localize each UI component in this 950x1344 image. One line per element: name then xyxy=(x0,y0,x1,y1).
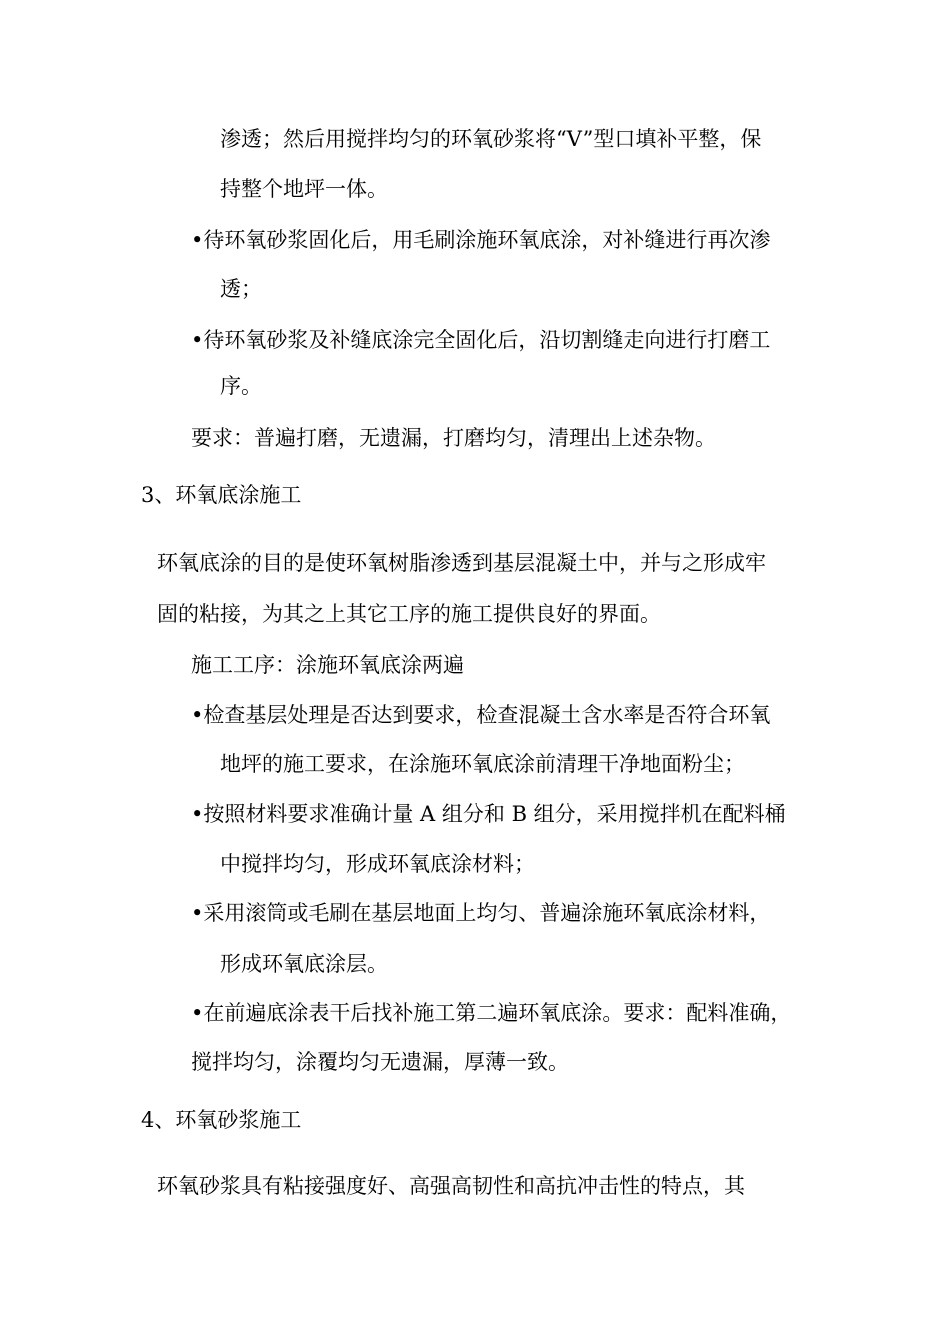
paragraph-line: 渗透；然后用搅拌均匀的环氧砂浆将“V”型口填补平整，保 xyxy=(220,127,762,151)
paragraph-line: 环氧砂浆具有粘接强度好、高强高韧性和高抗冲击性的特点，其 xyxy=(157,1174,745,1198)
section-heading: 3、环氧底涂施工 xyxy=(141,483,302,507)
bullet-item-line: •采用滚筒或毛刷在基层地面上均匀、普遍涂施环氧底涂材料， xyxy=(191,901,771,925)
bullet-item-line: •待环氧砂浆及补缝底涂完全固化后，沿切割缝走向进行打磨工 xyxy=(191,328,771,352)
requirement-line: 要求：普遍打磨，无遗漏，打磨均匀，清理出上述杂物。 xyxy=(191,426,716,450)
paragraph-line: 序。 xyxy=(220,374,262,398)
bullet-item-line: •检查基层处理是否达到要求，检查混凝土含水率是否符合环氧 xyxy=(191,703,771,727)
paragraph-line: 环氧底涂的目的是使环氧树脂渗透到基层混凝土中，并与之形成牢 xyxy=(157,551,766,575)
paragraph-line: 形成环氧底涂层。 xyxy=(220,952,388,976)
paragraph-line: 持整个地坪一体。 xyxy=(220,177,388,201)
bullet-item-line: •待环氧砂浆固化后，用毛刷涂施环氧底涂，对补缝进行再次渗 xyxy=(191,228,771,252)
bullet-item-line: •按照材料要求准确计量 A 组分和 B 组分，采用搅拌机在配料桶 xyxy=(191,802,786,826)
paragraph-line: 透； xyxy=(220,277,262,301)
procedure-line: 施工工序：涂施环氧底涂两遍 xyxy=(191,653,464,677)
paragraph-line: 中搅拌均匀，形成环氧底涂材料； xyxy=(220,852,535,876)
section-heading: 4、环氧砂浆施工 xyxy=(141,1108,302,1132)
bullet-item-line: •在前遍底涂表干后找补施工第二遍环氧底涂。要求：配料准确， xyxy=(191,1001,792,1025)
paragraph-line: 固的粘接，为其之上其它工序的施工提供良好的界面。 xyxy=(157,602,661,626)
paragraph-line: 地坪的施工要求，在涂施环氧底涂前清理干净地面粉尘； xyxy=(220,752,745,776)
paragraph-line: 搅拌均匀，涂覆均匀无遗漏，厚薄一致。 xyxy=(191,1050,569,1074)
